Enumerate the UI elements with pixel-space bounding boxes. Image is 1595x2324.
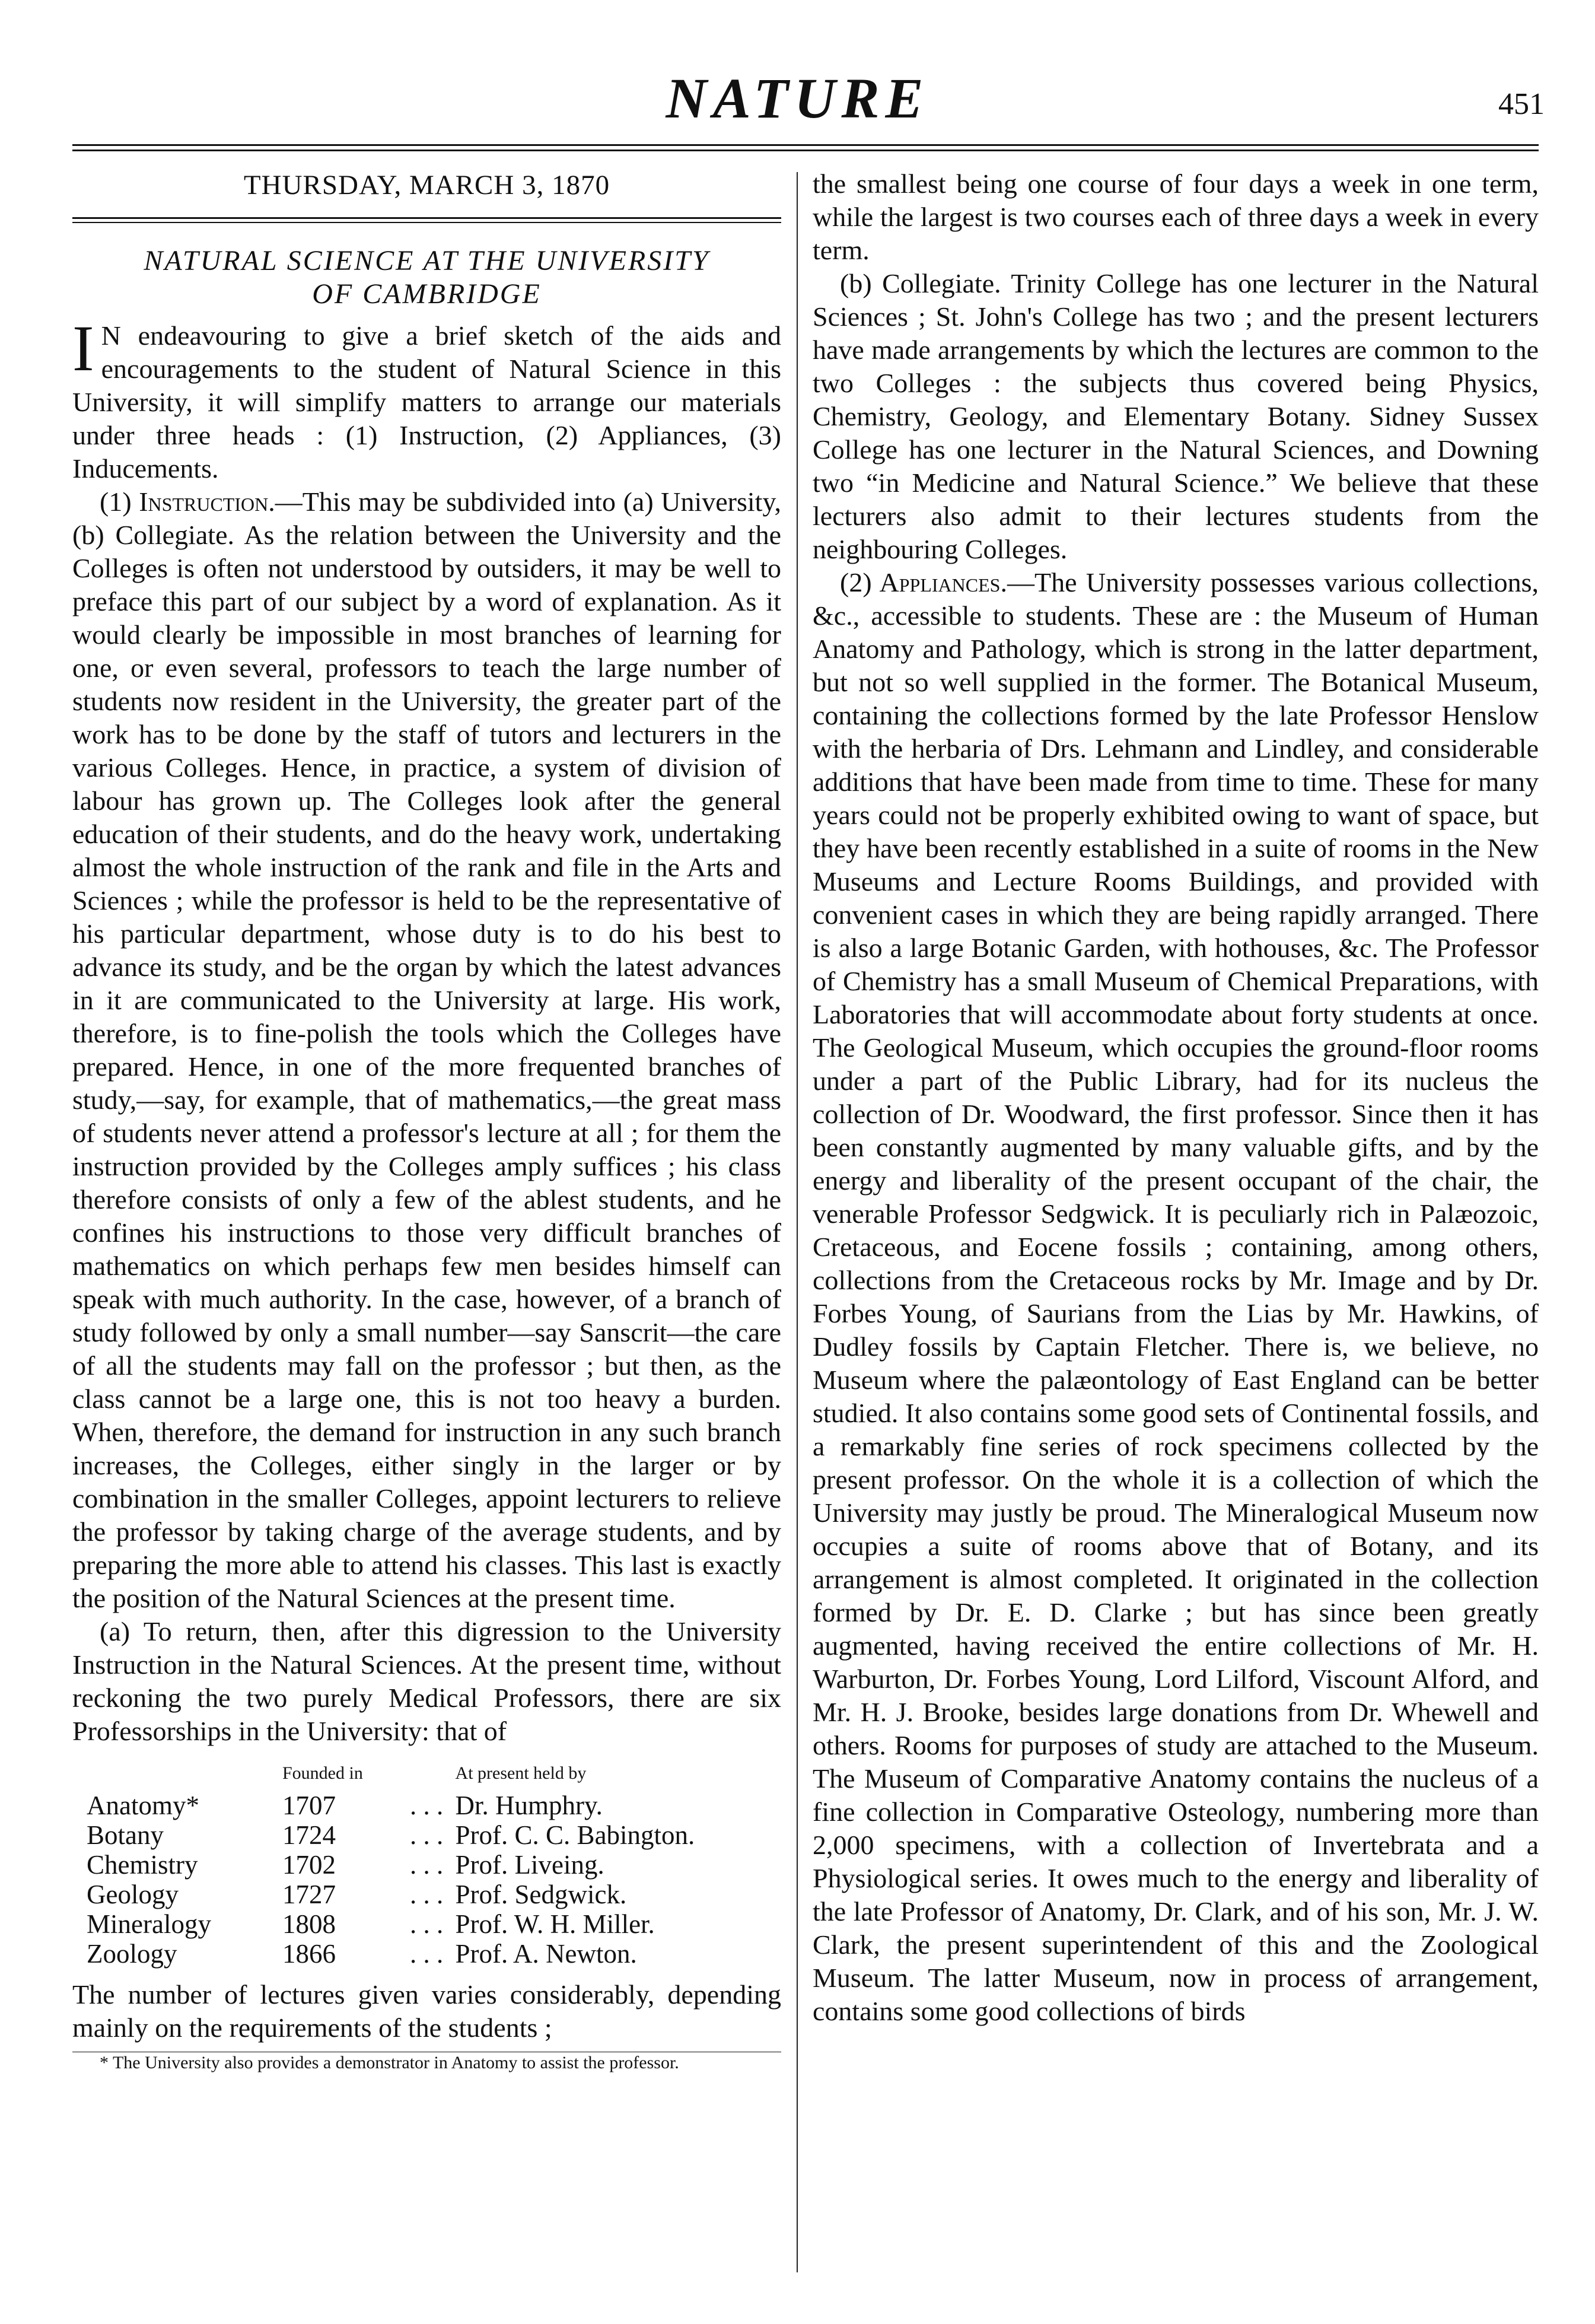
paragraph-instruction bbox=[72, 485, 781, 1615]
table-row bbox=[72, 1909, 781, 1939]
professorships-table bbox=[72, 1759, 781, 1969]
leader-dots: . . . bbox=[410, 1939, 444, 1969]
dateline-rule bbox=[72, 217, 781, 223]
year-cell: 1707 bbox=[282, 1791, 336, 1820]
holder-cell: Prof. W. H. Miller. bbox=[455, 1909, 655, 1939]
subject-cell: Mineralogy bbox=[87, 1909, 211, 1939]
journal-title: NATURE bbox=[666, 66, 929, 130]
section-heading-appliances: (2) Appliances. bbox=[840, 567, 1007, 597]
paragraph-collegiate: (b) Collegiate. Trinity College has one lecturer in the Natural Sciences ; St. John's College has two ; and the present lecturers have made arrangements by which the lectures are common to the two Colleges : the subjects thus covered being Physics, Chemistry, Geology, and Elementary Botany. Sidney Sussex College has one lecturer in the Natural Sciences, and Downing two “in Medicine and Natural Science.” We believe that these lecturers also admit to their lectures students from the neighbouring Colleges. bbox=[813, 268, 1539, 564]
year-cell: 1727 bbox=[282, 1880, 336, 1909]
drop-cap: I bbox=[72, 312, 94, 384]
header-rule-top bbox=[72, 144, 1539, 146]
subject-cell: Chemistry bbox=[87, 1850, 198, 1880]
paragraph-lectures: The number of lectures given varies considerably, depending mainly on the requirements of the students ; bbox=[72, 1979, 781, 2043]
header-founded: Founded in bbox=[282, 1763, 363, 1783]
year-cell: 1866 bbox=[282, 1939, 336, 1969]
left-column bbox=[72, 167, 781, 2280]
subject-cell: Anatomy* bbox=[87, 1791, 199, 1820]
year-cell: 1808 bbox=[282, 1909, 336, 1939]
paragraph-appliances bbox=[813, 566, 1539, 2028]
leader-dots: . . . bbox=[410, 1850, 444, 1880]
header-held-by: At present held by bbox=[455, 1763, 587, 1783]
leader-dots: . . . bbox=[410, 1791, 444, 1820]
column-divider bbox=[797, 172, 798, 2272]
table-row bbox=[72, 1820, 781, 1850]
paragraph-appliances-text: —The University possesses various collections, &c., accessible to students. These are : the Museum of Human Anatomy and Pathology, which is strong in the latter department, but not so well supplied in the former. The Botanical Museum, containing the collections formed by the late Professor Henslow with the herbaria of Drs. Lehmann and Lindley, and considerable additions that have been made from time to time. These for many years could not be properly exhibited owing to want of space, but they have been recently established in a suite of rooms in the New Museums and Lecture Rooms Buildings, and provided with convenient cases in which they are being rapidly arranged. There is also a large Botanic Garden, with hothouses, &c. The Professor of Chemistry has a small Museum of Chemical Preparations, with Laboratories that will accommodate about forty students at once. The Geological Museum, which occupies the ground-floor rooms under a part of the Public Library, had for its nucleus the collection of Dr. Woodward, the first professor. Since then it has been constantly augmented by many valuable gifts, and by the energy and liberality of the present occupant of the chair, the venerable Professor Sedgwick. It is peculiarly rich in Palæozoic, Cretaceous, and Eocene fossils ; containing, among others, collections from the Cretaceous rocks by Mr. Image and by Dr. Forbes Young, of Saurians from the Lias by Mr. Hawkins, of Dudley fossils by Captain Fletcher. There is, we believe, no Museum where the palæontology of East England can be better studied. It also contains some good sets of Continental fossils, and a remarkably fine series of rock specimens collected by the present professor. On the whole it is a collection of which the University may justly be proud. The Mineralogical Museum now occupies a suite of rooms above that of Botany, and its arrangement is almost completed. It originated in the collection formed by Dr. E. D. Clarke ; but has since been greatly augmented, having received the entire collections of Mr. H. Warburton, Dr. Forbes Young, Lord Lilford, Viscount Alford, and Mr. H. J. Brooke, besides large donations from Dr. Whewell and others. Rooms for purposes of study are attached to the Museum. The Museum of Comparative Anatomy contains the nucleus of a fine collection in Comparative Osteology, numbering more than 2,000 specimens, with a collection of Invertebrata and a Physiological series. It owes much to the energy and liberality of the late Professor of Anatomy, Dr. Clark, and of his son, Mr. J. W. Clark, the present superintendent of this and the Zoological Museum. The latter Museum, now in process of arrangement, contains some good collections of birds bbox=[813, 567, 1539, 2026]
footnote: * The University also provides a demonstrator in Anatomy to assist the professor. bbox=[100, 2053, 679, 2072]
paragraph-university-instruction: (a) To return, then, after this digression to the University Instruction in the Natural Sciences. At the present time, without reckoning the two purely Medical Professors, there are six Professorships in the University: that of bbox=[72, 1616, 781, 1746]
article-title-line-2: OF CAMBRIDGE bbox=[312, 278, 542, 310]
subject-cell: Geology bbox=[87, 1880, 179, 1909]
article-title bbox=[72, 244, 781, 311]
right-column bbox=[813, 167, 1539, 2028]
holder-cell: Prof. Liveing. bbox=[455, 1850, 604, 1880]
year-cell: 1724 bbox=[282, 1820, 336, 1850]
year-cell: 1702 bbox=[282, 1850, 336, 1880]
page-number: 451 bbox=[1498, 87, 1545, 121]
dateline: THURSDAY, MARCH 3, 1870 bbox=[243, 170, 610, 201]
section-heading-instruction: (1) Instruction. bbox=[100, 487, 275, 517]
subject-cell: Botany bbox=[87, 1820, 164, 1850]
table-row bbox=[72, 1791, 781, 1820]
leader-dots: . . . bbox=[410, 1880, 444, 1909]
holder-cell: Prof. C. C. Babington. bbox=[455, 1820, 695, 1850]
leader-dots: . . . bbox=[410, 1820, 444, 1850]
holder-cell: Prof. A. Newton. bbox=[455, 1939, 637, 1969]
paragraph-intro-text: N endeavouring to give a brief sketch of the aids and encouragements to the student of Natural Science in this University, it will simplify matters to arrange our materials under three heads : (1) Instruction, (2) Appliances, (3) Inducements. bbox=[72, 320, 781, 484]
leader-dots: . . . bbox=[410, 1909, 444, 1939]
table-row bbox=[72, 1850, 781, 1880]
subject-cell: Zoology bbox=[87, 1939, 177, 1969]
paragraph-instruction-text: —This may be subdivided into (a) University, (b) Collegiate. As the relation between the University and the Colleges is often not understood by outsiders, it may be well to preface this part of our subject by a word of explanation. As it would clearly be impossible in most branches of learning for one, or even several, professors to teach the large number of students now resident in the University, the greater part of the work has to be done by the staff of tutors and lecturers in the various Colleges. Hence, in practice, a system of division of labour has grown up. The Colleges look after the general education of their students, and do the heavy work, undertaking almost the whole instruction of the rank and file in the Arts and Sciences ; while the professor is held to be the representative of his particular department, whose duty is to do his best to advance its study, and be the organ by which the latest advances in it are communicated to the University at large. His work, therefore, is to fine-polish the tools which the Colleges have prepared. Hence, in one of the more frequented branches of study,—say, for example, that of mathematics,—the great mass of students never attend a professor's lecture at all ; for them the instruction provided by the Colleges amply suffices ; his class therefore consists of only a few of the ablest students, and he confines his instructions to those very difficult branches of mathematics on which perhaps few men besides himself can speak with much authority. In the case, however, of a branch of study followed by only a small number—say Sanscrit—the care of all the students may fall on the professor ; but then, as the class cannot be a large one, this is not too heavy a burden. When, therefore, the demand for instruction in any such branch increases, the Colleges, either singly in the larger or by combination in the smaller Colleges, appoint lecturers to relieve the professor by taking charge of the average students, and by preparing the more able to attend his classes. This last is exactly the position of the Natural Sciences at the present time. bbox=[72, 487, 781, 1613]
paragraph-intro bbox=[72, 312, 781, 485]
table-row bbox=[72, 1880, 781, 1909]
header-rule-bottom bbox=[72, 150, 1539, 151]
paragraph-lecture-courses: the smallest being one course of four days a week in one term, while the largest is two courses each of three days a week in every term. bbox=[813, 169, 1539, 265]
holder-cell: Prof. Sedgwick. bbox=[455, 1880, 627, 1909]
article-title-line-1: NATURAL SCIENCE AT THE UNIVERSITY bbox=[144, 245, 710, 276]
holder-cell: Dr. Humphry. bbox=[455, 1791, 603, 1820]
table-row bbox=[72, 1939, 781, 1969]
